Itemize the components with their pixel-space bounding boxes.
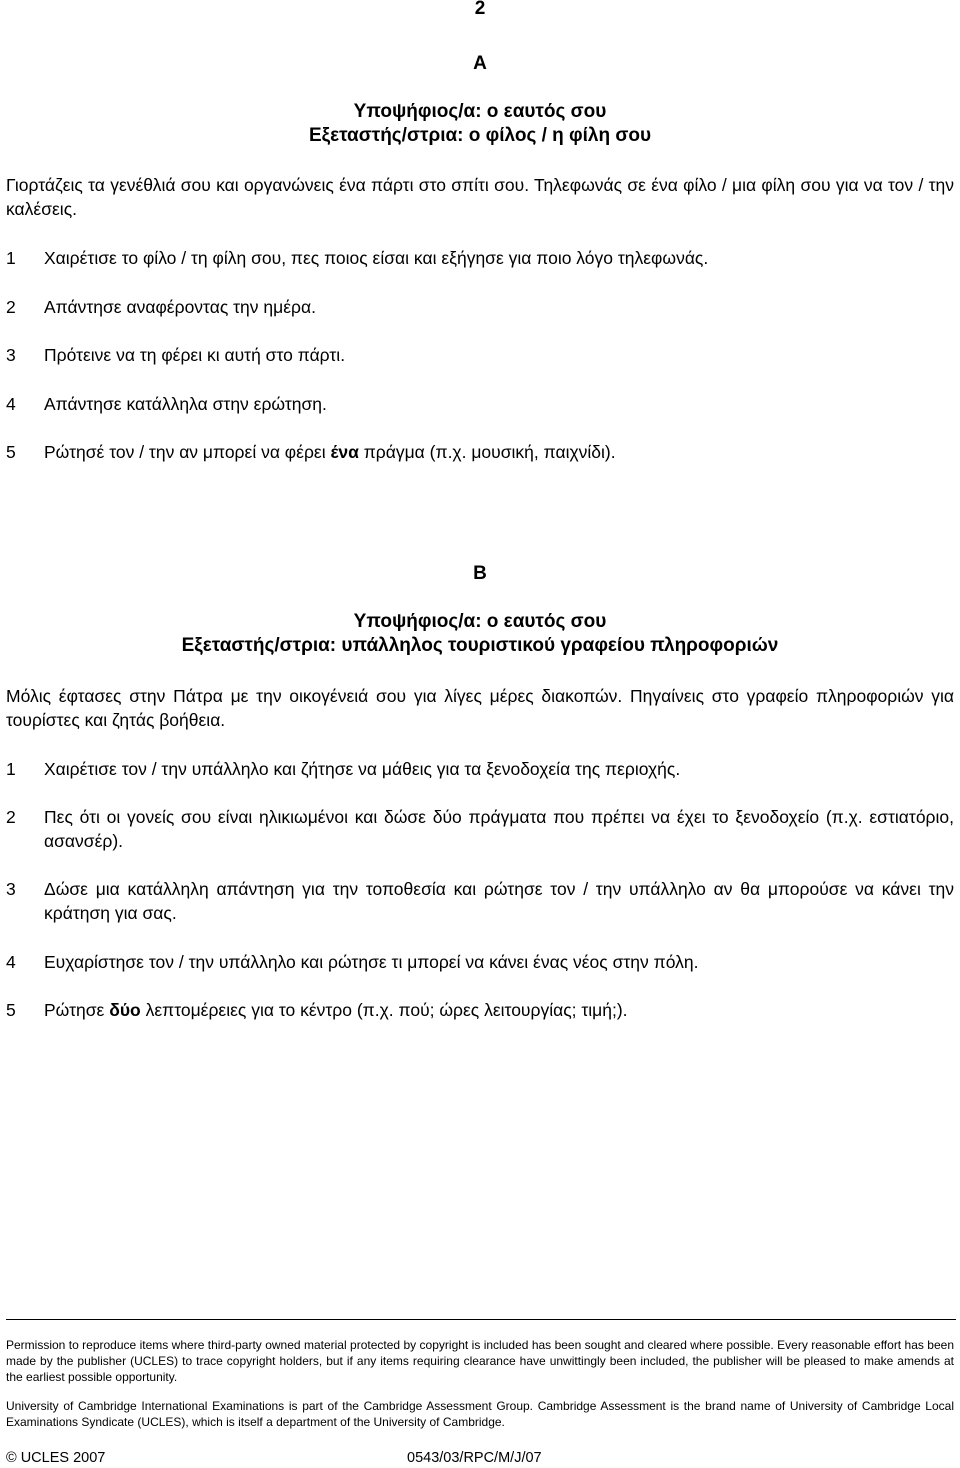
item-number: 2 [6,297,16,317]
footer-copyright: © UCLES 2007 [6,1450,106,1466]
footer-code: 0543/03/RPC/M/J/07 [407,1450,542,1466]
item-text: Ευχαρίστησε τον / την υπάλληλο και ρώτησε τι μπορεί να κάνει ένας νέος στην πόλη. [44,952,699,972]
item-number: 2 [6,807,16,827]
item-text [44,998,954,1022]
item-text-before: Ρώτησε [44,1000,110,1020]
item-number: 3 [6,879,16,899]
item-text: Πρότεινε να τη φέρει κι αυτή στο πάρτι. [44,345,346,365]
section-a-candidate: Υποψήφιος/α: ο εαυτός σου [353,101,607,122]
section-a-letter: A [473,53,487,74]
item-number: 4 [6,394,16,414]
item-text-emphasis: δύο [109,1000,141,1020]
section-a-examiner: Εξεταστής/στρια: ο φίλος / η φίλη σου [308,125,652,146]
footer-permission: Permission to reproduce items where third-party owned material protected by copyright is included has been sought and cleared where possible. Every reasonable effort has been made by the publisher (UCLES) to trace copyright holders, but if any items requiring clearance have unwittingly been included, the publisher will be pleased to make amends at the earliest possible opportunity. [6,1338,954,1384]
item-text: Απάντησε κατάλληλα στην ερώτηση. [44,394,327,414]
item-text: Χαιρέτισε το φίλο / τη φίλη σου, πες ποιος είσαι και εξήγησε για ποιο λόγο τηλεφωνάς. [44,248,709,268]
item-number: 5 [6,442,16,462]
item-number: 1 [6,248,16,268]
section-b-intro: Μόλις έφτασες στην Πάτρα με την οικογένειά σου για λίγες μέρες διακοπών. Πηγαίνεις στο γραφείο πληροφοριών για τουρίστες και ζητάς βοήθεια. [6,686,954,730]
footer-rule [6,1319,956,1320]
item-number: 3 [6,345,16,365]
item-text: Πες ότι οι γονείς σου είναι ηλικιωμένοι και δώσε δύο πράγματα που πρέπει να έχει το ξενοδοχείο (π.χ. εστιατόριο, ασανσέρ). [44,807,954,851]
page-number: 2 [474,0,486,19]
item-text-after: πράγμα (π.χ. μουσική, παιχνίδι). [358,442,616,462]
item-text-before: Ρώτησέ τον / την αν μπορεί να φέρει [44,442,331,462]
section-b-candidate: Υποψήφιος/α: ο εαυτός σου [353,611,607,632]
footer-university: University of Cambridge International Examinations is part of the Cambridge Assessment Group. Cambridge Assessment is the brand name of University of Cambridge Local Examinations Syndicate (UCLES), which is itself a department of the University of Cambridge. [6,1399,954,1429]
section-b-letter: Β [473,563,487,584]
item-text-after: λεπτομέρειες για το κέντρο (π.χ. πού; ώρες λειτουργίας; τιμή;). [140,1000,628,1020]
section-b-examiner: Εξεταστής/στρια: υπάλληλος τουριστικού γραφείου πληροφοριών [181,635,779,656]
item-text: Χαιρέτισε τον / την υπάλληλο και ζήτησε να μάθεις για τα ξενοδοχεία της περιοχής. [44,759,681,779]
item-number: 1 [6,759,16,779]
section-a-intro: Γιορτάζεις τα γενέθλιά σου και οργανώνεις ένα πάρτι στο σπίτι σου. Τηλεφωνάς σε ένα φίλο / μια φίλη σου για να τον / την καλέσεις. [6,175,954,219]
item-text-emphasis: ένα [330,442,359,462]
item-text [44,440,954,464]
item-text: Δώσε μια κατάλληλη απάντηση για την τοποθεσία και ρώτησε τον / την υπάλληλο αν θα μπορούσε να κάνει την κράτηση για σας. [44,879,954,923]
item-text: Απάντησε αναφέροντας την ημέρα. [44,297,316,317]
item-number: 5 [6,1000,16,1020]
item-number: 4 [6,952,16,972]
